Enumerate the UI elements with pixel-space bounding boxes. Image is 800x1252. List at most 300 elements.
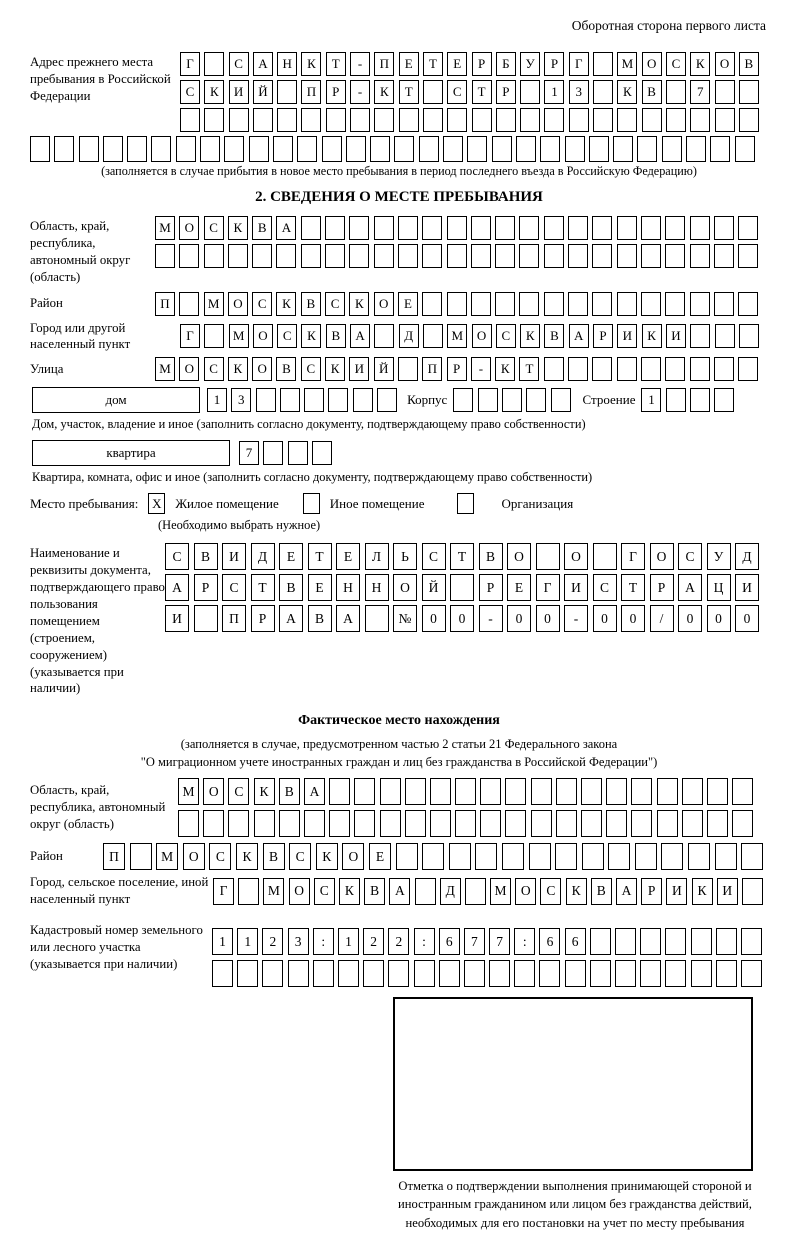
char-cell[interactable]: К — [301, 52, 321, 76]
char-cell[interactable] — [471, 216, 491, 240]
char-cell[interactable] — [732, 810, 753, 837]
char-cell[interactable] — [419, 136, 439, 162]
char-cell[interactable]: 2 — [388, 928, 409, 955]
char-cell[interactable] — [739, 324, 759, 348]
char-cell[interactable] — [590, 928, 611, 955]
char-cell[interactable] — [325, 216, 345, 240]
char-cell[interactable]: М — [447, 324, 467, 348]
char-cell[interactable] — [179, 292, 199, 316]
char-cell[interactable] — [423, 324, 443, 348]
char-cell[interactable]: Г — [569, 52, 589, 76]
char-cell[interactable] — [551, 388, 571, 412]
document-row-1[interactable] — [165, 543, 759, 570]
char-cell[interactable] — [593, 52, 613, 76]
char-cell[interactable] — [338, 960, 359, 987]
char-cell[interactable] — [581, 810, 602, 837]
char-cell[interactable] — [475, 843, 497, 870]
char-cell[interactable] — [374, 216, 394, 240]
char-cell[interactable]: Ц — [707, 574, 731, 601]
char-cell[interactable]: Г — [536, 574, 560, 601]
char-cell[interactable] — [593, 543, 617, 570]
char-cell[interactable]: М — [617, 52, 637, 76]
char-cell[interactable] — [422, 843, 444, 870]
char-cell[interactable]: И — [666, 324, 686, 348]
char-cell[interactable] — [374, 324, 394, 348]
char-cell[interactable] — [204, 108, 224, 132]
char-cell[interactable]: П — [222, 605, 246, 632]
char-cell[interactable] — [277, 108, 297, 132]
char-cell[interactable]: В — [301, 292, 321, 316]
char-cell[interactable] — [349, 216, 369, 240]
char-cell[interactable]: В — [326, 324, 346, 348]
char-cell[interactable] — [273, 136, 293, 162]
char-cell[interactable]: К — [349, 292, 369, 316]
char-cell[interactable]: Т — [450, 543, 474, 570]
korpus-cells[interactable] — [453, 388, 570, 412]
char-cell[interactable]: С — [277, 324, 297, 348]
char-cell[interactable] — [531, 778, 552, 805]
char-cell[interactable]: 0 — [450, 605, 474, 632]
char-cell[interactable] — [443, 136, 463, 162]
char-cell[interactable]: Т — [308, 543, 332, 570]
char-cell[interactable] — [690, 324, 710, 348]
char-cell[interactable] — [478, 388, 498, 412]
char-cell[interactable] — [690, 357, 710, 381]
char-cell[interactable] — [569, 108, 589, 132]
char-cell[interactable]: - — [350, 80, 370, 104]
char-cell[interactable] — [714, 244, 734, 268]
char-cell[interactable] — [565, 960, 586, 987]
char-cell[interactable]: К — [339, 878, 360, 905]
char-cell[interactable] — [568, 244, 588, 268]
char-cell[interactable]: М — [229, 324, 249, 348]
char-cell[interactable]: А — [279, 605, 303, 632]
char-cell[interactable]: Р — [194, 574, 218, 601]
char-cell[interactable] — [715, 108, 735, 132]
char-cell[interactable] — [735, 136, 755, 162]
char-cell[interactable] — [710, 136, 730, 162]
char-cell[interactable] — [288, 441, 308, 465]
char-cell[interactable] — [682, 810, 703, 837]
char-cell[interactable]: М — [155, 357, 175, 381]
char-cell[interactable]: О — [715, 52, 735, 76]
char-cell[interactable] — [539, 960, 560, 987]
char-cell[interactable] — [263, 441, 283, 465]
char-cell[interactable]: Е — [447, 52, 467, 76]
char-cell[interactable] — [301, 244, 321, 268]
char-cell[interactable]: Р — [447, 357, 467, 381]
char-cell[interactable] — [592, 357, 612, 381]
char-cell[interactable] — [178, 810, 199, 837]
house-cells[interactable] — [207, 388, 397, 412]
char-cell[interactable]: С — [447, 80, 467, 104]
char-cell[interactable]: К — [254, 778, 275, 805]
char-cell[interactable] — [453, 388, 473, 412]
char-cell[interactable]: О — [179, 357, 199, 381]
char-cell[interactable]: И — [666, 878, 687, 905]
char-cell[interactable]: Й — [422, 574, 446, 601]
char-cell[interactable]: А — [336, 605, 360, 632]
char-cell[interactable] — [606, 810, 627, 837]
char-cell[interactable]: 0 — [536, 605, 560, 632]
char-cell[interactable] — [631, 810, 652, 837]
char-cell[interactable] — [568, 292, 588, 316]
char-cell[interactable]: 3 — [231, 388, 251, 412]
char-cell[interactable] — [640, 928, 661, 955]
char-cell[interactable]: К — [316, 843, 338, 870]
char-cell[interactable] — [665, 292, 685, 316]
char-cell[interactable]: С — [301, 357, 321, 381]
char-cell[interactable] — [304, 810, 325, 837]
char-cell[interactable] — [471, 292, 491, 316]
char-cell[interactable] — [738, 292, 758, 316]
char-cell[interactable] — [592, 216, 612, 240]
char-cell[interactable]: Р — [650, 574, 674, 601]
char-cell[interactable] — [666, 388, 686, 412]
char-cell[interactable] — [229, 108, 249, 132]
char-cell[interactable]: Д — [399, 324, 419, 348]
char-cell[interactable] — [380, 810, 401, 837]
char-cell[interactable] — [155, 244, 175, 268]
char-cell[interactable] — [568, 216, 588, 240]
char-cell[interactable] — [430, 810, 451, 837]
char-cell[interactable]: О — [252, 357, 272, 381]
char-cell[interactable]: Р — [593, 324, 613, 348]
char-cell[interactable] — [641, 244, 661, 268]
char-cell[interactable]: И — [617, 324, 637, 348]
char-cell[interactable]: К — [495, 357, 515, 381]
char-cell[interactable] — [641, 216, 661, 240]
char-cell[interactable]: - — [350, 52, 370, 76]
char-cell[interactable]: С — [252, 292, 272, 316]
char-cell[interactable]: О — [650, 543, 674, 570]
char-cell[interactable]: Т — [472, 80, 492, 104]
char-cell[interactable]: : — [414, 928, 435, 955]
char-cell[interactable]: М — [155, 216, 175, 240]
char-cell[interactable]: О — [374, 292, 394, 316]
char-cell[interactable]: 0 — [593, 605, 617, 632]
char-cell[interactable] — [180, 108, 200, 132]
char-cell[interactable]: Й — [253, 80, 273, 104]
char-cell[interactable]: И — [717, 878, 738, 905]
char-cell[interactable]: К — [276, 292, 296, 316]
char-cell[interactable]: Н — [336, 574, 360, 601]
char-cell[interactable]: В — [194, 543, 218, 570]
char-cell[interactable]: 0 — [678, 605, 702, 632]
char-cell[interactable]: С — [666, 52, 686, 76]
char-cell[interactable] — [353, 388, 373, 412]
char-cell[interactable]: В — [279, 574, 303, 601]
char-cell[interactable] — [252, 244, 272, 268]
char-cell[interactable]: Г — [180, 324, 200, 348]
char-cell[interactable] — [707, 810, 728, 837]
char-cell[interactable]: Р — [496, 80, 516, 104]
char-cell[interactable]: К — [228, 357, 248, 381]
char-cell[interactable] — [641, 357, 661, 381]
char-cell[interactable]: Н — [277, 52, 297, 76]
char-cell[interactable] — [415, 878, 436, 905]
district-row-1[interactable] — [155, 292, 758, 316]
document-row-2[interactable] — [165, 574, 759, 601]
char-cell[interactable] — [399, 108, 419, 132]
char-cell[interactable]: С — [222, 574, 246, 601]
char-cell[interactable] — [346, 136, 366, 162]
char-cell[interactable]: 1 — [641, 388, 661, 412]
char-cell[interactable] — [363, 960, 384, 987]
char-cell[interactable] — [394, 136, 414, 162]
char-cell[interactable]: : — [514, 928, 535, 955]
char-cell[interactable] — [472, 108, 492, 132]
char-cell[interactable] — [505, 810, 526, 837]
char-cell[interactable]: С — [314, 878, 335, 905]
char-cell[interactable] — [422, 292, 442, 316]
char-cell[interactable]: А — [678, 574, 702, 601]
char-cell[interactable]: С — [422, 543, 446, 570]
char-cell[interactable] — [665, 928, 686, 955]
char-cell[interactable]: Т — [519, 357, 539, 381]
char-cell[interactable]: А — [569, 324, 589, 348]
char-cell[interactable]: У — [707, 543, 731, 570]
district-row-2[interactable] — [103, 843, 763, 870]
char-cell[interactable] — [388, 960, 409, 987]
char-cell[interactable]: К — [520, 324, 540, 348]
char-cell[interactable] — [127, 136, 147, 162]
char-cell[interactable] — [520, 80, 540, 104]
char-cell[interactable]: А — [253, 52, 273, 76]
char-cell[interactable] — [544, 108, 564, 132]
char-cell[interactable]: П — [374, 52, 394, 76]
char-cell[interactable] — [365, 605, 389, 632]
char-cell[interactable]: К — [566, 878, 587, 905]
char-cell[interactable]: П — [103, 843, 125, 870]
char-cell[interactable] — [617, 292, 637, 316]
char-cell[interactable] — [398, 357, 418, 381]
char-cell[interactable] — [194, 605, 218, 632]
char-cell[interactable]: О — [203, 778, 224, 805]
char-cell[interactable] — [374, 108, 394, 132]
char-cell[interactable] — [690, 108, 710, 132]
char-cell[interactable]: Л — [365, 543, 389, 570]
char-cell[interactable] — [414, 960, 435, 987]
char-cell[interactable]: Е — [308, 574, 332, 601]
char-cell[interactable] — [103, 136, 123, 162]
char-cell[interactable]: К — [236, 843, 258, 870]
char-cell[interactable] — [495, 292, 515, 316]
document-row-3[interactable] — [165, 605, 759, 632]
region-row-1[interactable] — [155, 216, 758, 240]
char-cell[interactable]: О — [253, 324, 273, 348]
char-cell[interactable] — [253, 108, 273, 132]
char-cell[interactable] — [565, 136, 585, 162]
char-cell[interactable] — [715, 324, 735, 348]
char-cell[interactable]: - — [471, 357, 491, 381]
char-cell[interactable] — [635, 843, 657, 870]
char-cell[interactable] — [405, 810, 426, 837]
char-cell[interactable]: К — [642, 324, 662, 348]
stroenie-cells[interactable] — [641, 388, 734, 412]
char-cell[interactable]: Т — [399, 80, 419, 104]
char-cell[interactable] — [495, 244, 515, 268]
char-cell[interactable]: Е — [369, 843, 391, 870]
char-cell[interactable]: 7 — [464, 928, 485, 955]
char-cell[interactable] — [519, 216, 539, 240]
char-cell[interactable] — [297, 136, 317, 162]
char-cell[interactable] — [615, 928, 636, 955]
char-cell[interactable]: Й — [374, 357, 394, 381]
prev-address-row-2[interactable] — [180, 80, 759, 104]
char-cell[interactable]: Д — [735, 543, 759, 570]
char-cell[interactable] — [489, 960, 510, 987]
char-cell[interactable] — [592, 292, 612, 316]
char-cell[interactable] — [398, 244, 418, 268]
char-cell[interactable] — [665, 216, 685, 240]
char-cell[interactable]: - — [479, 605, 503, 632]
char-cell[interactable] — [544, 244, 564, 268]
char-cell[interactable]: 1 — [212, 928, 233, 955]
char-cell[interactable] — [423, 80, 443, 104]
char-cell[interactable] — [592, 244, 612, 268]
char-cell[interactable] — [690, 292, 710, 316]
char-cell[interactable] — [203, 810, 224, 837]
char-cell[interactable]: Г — [180, 52, 200, 76]
char-cell[interactable] — [325, 244, 345, 268]
char-cell[interactable] — [277, 80, 297, 104]
prev-address-row-3[interactable] — [180, 108, 759, 132]
char-cell[interactable]: Д — [251, 543, 275, 570]
char-cell[interactable] — [716, 928, 737, 955]
region2-row-1[interactable] — [178, 778, 753, 805]
char-cell[interactable] — [631, 778, 652, 805]
char-cell[interactable] — [354, 810, 375, 837]
char-cell[interactable] — [714, 357, 734, 381]
char-cell[interactable] — [151, 136, 171, 162]
char-cell[interactable]: М — [156, 843, 178, 870]
char-cell[interactable] — [593, 80, 613, 104]
char-cell[interactable]: 0 — [422, 605, 446, 632]
char-cell[interactable] — [301, 108, 321, 132]
char-cell[interactable]: 6 — [565, 928, 586, 955]
char-cell[interactable]: Р — [641, 878, 662, 905]
char-cell[interactable] — [593, 108, 613, 132]
char-cell[interactable] — [514, 960, 535, 987]
char-cell[interactable] — [350, 108, 370, 132]
char-cell[interactable] — [430, 778, 451, 805]
region-row-2[interactable] — [155, 244, 758, 268]
char-cell[interactable]: Г — [213, 878, 234, 905]
char-cell[interactable] — [640, 960, 661, 987]
char-cell[interactable] — [519, 292, 539, 316]
char-cell[interactable] — [228, 244, 248, 268]
char-cell[interactable] — [715, 80, 735, 104]
char-cell[interactable]: Р — [544, 52, 564, 76]
char-cell[interactable]: П — [155, 292, 175, 316]
char-cell[interactable] — [398, 216, 418, 240]
char-cell[interactable] — [690, 388, 710, 412]
char-cell[interactable] — [328, 388, 348, 412]
char-cell[interactable]: Е — [279, 543, 303, 570]
city-row-2[interactable] — [213, 878, 763, 905]
char-cell[interactable] — [262, 960, 283, 987]
char-cell[interactable]: К — [374, 80, 394, 104]
char-cell[interactable]: : — [313, 928, 334, 955]
organization-checkbox[interactable] — [457, 493, 474, 514]
char-cell[interactable] — [666, 80, 686, 104]
char-cell[interactable] — [505, 778, 526, 805]
char-cell[interactable]: Т — [326, 52, 346, 76]
char-cell[interactable]: О — [472, 324, 492, 348]
char-cell[interactable]: С — [540, 878, 561, 905]
char-cell[interactable]: О — [183, 843, 205, 870]
char-cell[interactable]: О — [393, 574, 417, 601]
char-cell[interactable]: 3 — [288, 928, 309, 955]
char-cell[interactable] — [738, 216, 758, 240]
char-cell[interactable] — [228, 810, 249, 837]
char-cell[interactable] — [204, 324, 224, 348]
char-cell[interactable]: С — [496, 324, 516, 348]
char-cell[interactable] — [690, 216, 710, 240]
char-cell[interactable]: Р — [326, 80, 346, 104]
char-cell[interactable]: В — [642, 80, 662, 104]
char-cell[interactable] — [526, 388, 546, 412]
char-cell[interactable] — [536, 543, 560, 570]
char-cell[interactable]: 7 — [239, 441, 259, 465]
char-cell[interactable]: Т — [621, 574, 645, 601]
region2-row-2[interactable] — [178, 810, 753, 837]
char-cell[interactable]: Р — [472, 52, 492, 76]
char-cell[interactable]: 3 — [569, 80, 589, 104]
char-cell[interactable] — [641, 292, 661, 316]
char-cell[interactable] — [617, 357, 637, 381]
char-cell[interactable] — [615, 960, 636, 987]
char-cell[interactable]: 0 — [507, 605, 531, 632]
char-cell[interactable]: Е — [507, 574, 531, 601]
char-cell[interactable] — [714, 216, 734, 240]
char-cell[interactable]: С — [204, 216, 224, 240]
char-cell[interactable]: 2 — [363, 928, 384, 955]
char-cell[interactable]: Р — [251, 605, 275, 632]
char-cell[interactable]: П — [301, 80, 321, 104]
char-cell[interactable] — [519, 244, 539, 268]
char-cell[interactable] — [742, 878, 763, 905]
char-cell[interactable]: С — [289, 843, 311, 870]
prev-address-row-4[interactable] — [30, 136, 768, 162]
char-cell[interactable]: А — [165, 574, 189, 601]
char-cell[interactable]: Е — [398, 292, 418, 316]
char-cell[interactable]: 2 — [262, 928, 283, 955]
char-cell[interactable]: Е — [399, 52, 419, 76]
char-cell[interactable] — [520, 108, 540, 132]
char-cell[interactable] — [555, 843, 577, 870]
char-cell[interactable] — [741, 960, 762, 987]
char-cell[interactable] — [544, 357, 564, 381]
char-cell[interactable]: И — [229, 80, 249, 104]
char-cell[interactable] — [349, 244, 369, 268]
char-cell[interactable] — [480, 778, 501, 805]
char-cell[interactable] — [714, 292, 734, 316]
char-cell[interactable]: 1 — [237, 928, 258, 955]
char-cell[interactable]: И — [222, 543, 246, 570]
char-cell[interactable]: В — [308, 605, 332, 632]
char-cell[interactable] — [439, 960, 460, 987]
char-cell[interactable] — [256, 388, 276, 412]
char-cell[interactable]: К — [692, 878, 713, 905]
char-cell[interactable] — [279, 810, 300, 837]
char-cell[interactable] — [405, 778, 426, 805]
char-cell[interactable] — [661, 843, 683, 870]
char-cell[interactable] — [657, 778, 678, 805]
char-cell[interactable] — [288, 960, 309, 987]
char-cell[interactable]: / — [650, 605, 674, 632]
